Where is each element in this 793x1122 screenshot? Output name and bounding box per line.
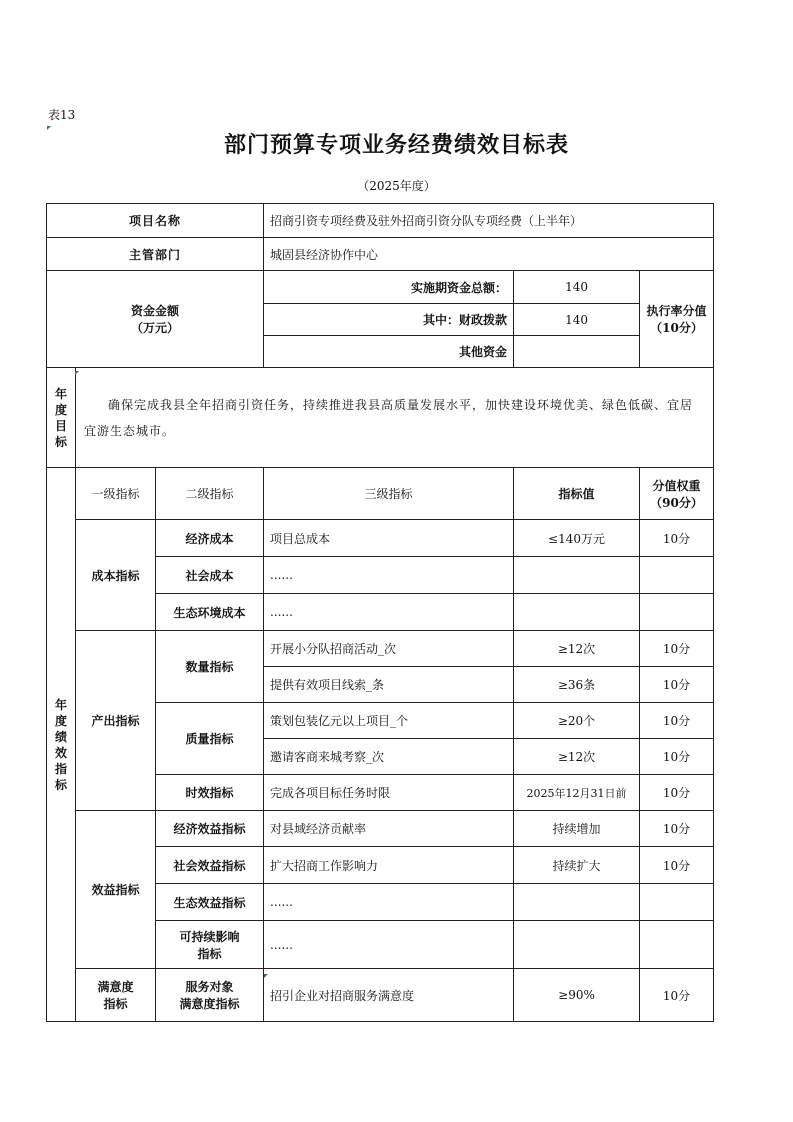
level3-cell: 开展小分队招商活动_次 [264,631,514,667]
funds-total-value: 140 [514,271,640,304]
level3-cell: 提供有效项目线索_条 [264,667,514,703]
funds-label-line1: 资金金额 [131,304,180,318]
department-value: 城固县经济协作中心 [264,238,714,271]
weight-cell: 10分 [640,739,714,775]
performance-target-table [46,203,714,1022]
weight-cell [640,884,714,921]
level3-cell: ...... [264,594,514,631]
annual-goal-row [47,368,714,468]
level2-cell: 经济效益指标 [156,811,264,847]
weight-cell: 10分 [640,520,714,557]
perf-char: 年 [54,697,67,712]
weight-cell: 10分 [640,775,714,811]
weight-cell: 10分 [640,811,714,847]
value-cell: ≥36条 [514,667,640,703]
value-cell: 持续增加 [514,811,640,847]
table-number: 表13 [48,108,76,122]
fiscal-year: （2025年度） [357,179,436,193]
level2-cell [156,921,264,969]
header-level1: 一级指标 [76,468,156,520]
timeliness-indicator-label: 时效指标 [156,775,264,811]
weight-cell: 10分 [640,847,714,884]
value-cell: ≥20个 [514,703,640,739]
level3-cell: ...... [264,557,514,594]
goal-char: 标 [54,434,67,449]
funds-fiscal-value: 140 [514,304,640,336]
weight-cell [640,594,714,631]
table-row [47,969,714,1022]
performance-indicator-label [47,468,76,1022]
level2-cell: 社会效益指标 [156,847,264,884]
value-cell [514,594,640,631]
cell-corner-mark [75,371,79,375]
level3-cell: 完成各项目标任务时限 [264,775,514,811]
level3-cell: ...... [264,884,514,921]
level3-cell: 扩大招商工作影响力 [264,847,514,884]
funds-total-row [47,271,714,304]
quantity-indicator-label: 数量指标 [156,631,264,703]
funds-label-line2: （万元） [131,321,180,335]
level2-cell: 社会成本 [156,557,264,594]
weight-cell [640,557,714,594]
value-cell [514,884,640,921]
execution-rate-score [640,271,714,368]
level3-cell: 邀请客商来城考察_次 [264,739,514,775]
project-label: 项目名称 [47,204,264,238]
perf-char: 标 [54,777,67,792]
level2-line2: 指标 [197,946,222,961]
cost-indicator-label: 成本指标 [76,520,156,631]
perf-char: 指 [54,761,67,776]
level2-cell: 生态环境成本 [156,594,264,631]
level2-line2: 满意度指标 [179,997,240,1011]
level3-cell: 对县域经济贡献率 [264,811,514,847]
value-cell [514,921,640,969]
perf-char: 效 [54,745,67,760]
value-cell: ≤140万元 [514,520,640,557]
level3-cell: 策划包装亿元以上项目_个 [264,703,514,739]
value-cell: ≥12次 [514,631,640,667]
table-row [47,631,714,667]
table-row [47,811,714,847]
weight-cell: 10分 [640,703,714,739]
benefit-indicator-label: 效益指标 [76,811,156,969]
funds-fiscal-label: 其中：财政拨款 [264,304,514,336]
level3-cell: ...... [264,921,514,969]
execution-rate-line1: 执行率分值 [646,304,707,318]
header-weight-line2: （90分） [650,495,703,510]
funds-total-label: 实施期资金总额： [264,271,514,304]
header-level3: 三级指标 [264,468,514,520]
goal-char: 目 [54,418,67,433]
annual-goal-label [47,368,76,468]
cell-corner-mark [264,974,268,978]
value-cell: 持续扩大 [514,847,640,884]
table-row [47,520,714,557]
level2-cell: 经济成本 [156,520,264,557]
header-weight [640,468,714,520]
value-cell: ≥90% [514,969,640,1022]
funds-other-label: 其他资金 [264,336,514,368]
value-cell: 2025年12月31日前 [514,775,640,811]
header-level2: 二级指标 [156,468,264,520]
weight-cell [640,921,714,969]
output-indicator-label: 产出指标 [76,631,156,811]
satisfaction-indicator-label [76,969,156,1022]
value-cell: ≥12次 [514,739,640,775]
level3-cell: 招引企业对招商服务满意度 [264,969,514,1022]
page-title: 部门预算专项业务经费绩效目标表 [223,133,569,158]
department-label: 主管部门 [47,238,264,271]
department-row [47,238,714,271]
goal-char: 度 [54,402,67,417]
annual-goal-text: 确保完成我县全年招商引资任务，持续推进我县高质量发展水平，加快建设环境优美、绿色低碳、宜居宜游生态城市。 [76,368,714,468]
level2-line1: 可持续影响 [179,929,240,944]
funds-label [47,271,264,368]
project-row [47,204,714,238]
header-weight-line1: 分值权重 [652,478,701,493]
quality-indicator-label: 质量指标 [156,703,264,775]
execution-rate-line2: （10分） [650,321,703,335]
satisfaction-label-line1: 满意度 [97,980,134,994]
perf-char: 度 [54,713,67,728]
weight-cell: 10分 [640,667,714,703]
indicator-header-row [47,468,714,520]
weight-cell: 10分 [640,631,714,667]
funds-other-value [514,336,640,368]
header-value: 指标值 [514,468,640,520]
goal-char: 年 [54,386,67,401]
weight-cell: 10分 [640,969,714,1022]
perf-char: 绩 [54,729,67,744]
level2-cell [156,969,264,1022]
level2-cell: 生态效益指标 [156,884,264,921]
satisfaction-label-line2: 指标 [103,997,128,1011]
project-value: 招商引资专项经费及驻外招商引资分队专项经费（上半年） [264,204,714,238]
level3-cell: 项目总成本 [264,520,514,557]
value-cell [514,557,640,594]
level2-line1: 服务对象 [185,980,234,994]
